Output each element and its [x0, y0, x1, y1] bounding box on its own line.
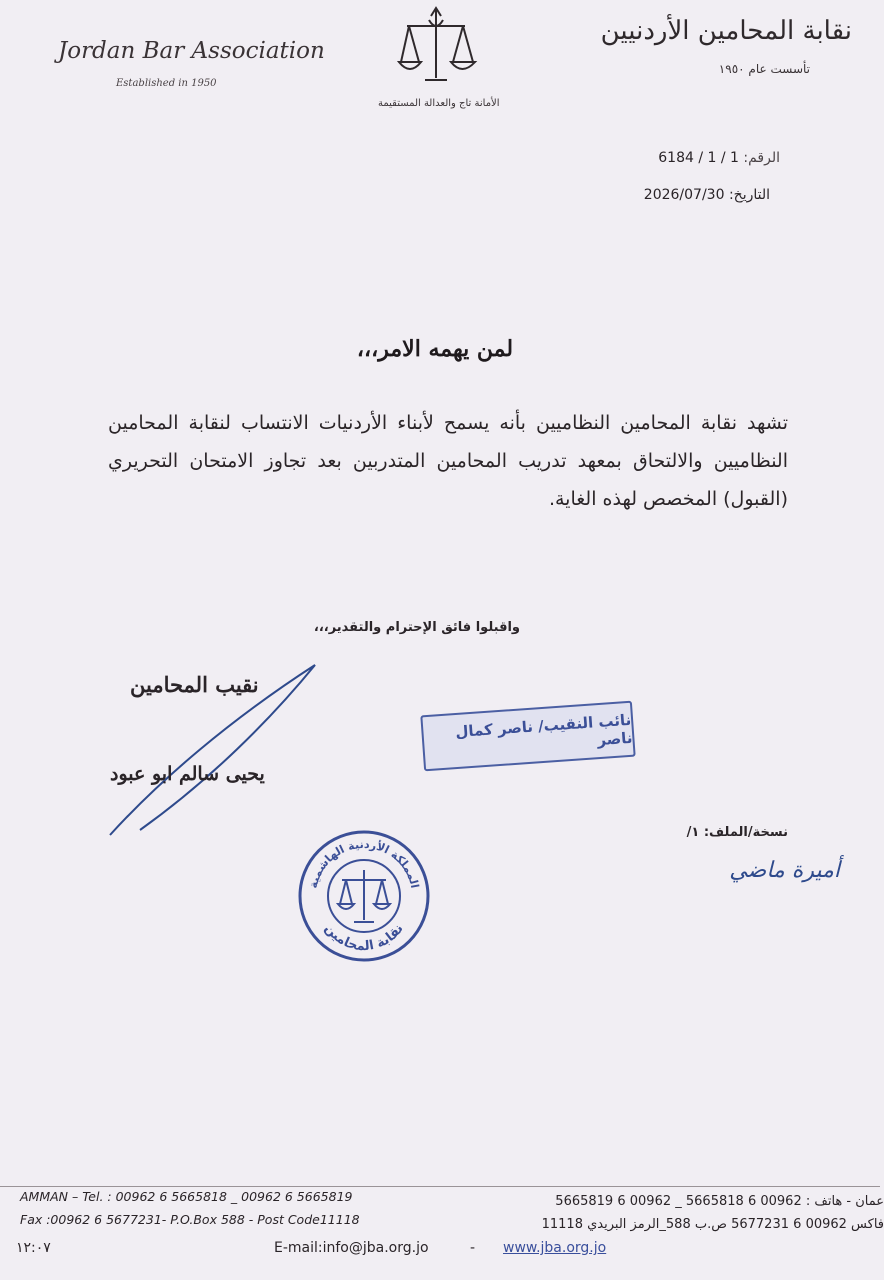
letterhead-arabic-name: نقابة المحامين الأردنيين [600, 16, 852, 46]
svg-text:نقابة المحامين [321, 921, 406, 954]
signatory-title: نقيب المحامين [130, 672, 259, 697]
footer-separator: - [470, 1240, 476, 1256]
reference-date-label: التاريخ: [728, 187, 770, 203]
footer-ar-fax: فاكس 00962 6 5677231 ص.ب 588_الرمز البريدي 11118 [541, 1217, 884, 1232]
signatory-name: يحيى سالم ابو عبود [110, 763, 265, 785]
reference-date-value: 2026/07/30 [643, 187, 725, 203]
deputy-stamp: نائب النقيب/ ناصر كمال ناصر [420, 701, 635, 772]
salutation: لمن يهمه الامر،،، [356, 336, 514, 362]
reference-number-value: 6184 / 1 / 1 [658, 150, 739, 166]
footer-en-fax: Fax :00962 6 5677231- P.O.Box 588 - Post Code11118 [20, 1212, 360, 1227]
letterhead-arabic-established: تأسست عام ١٩٥٠ [718, 62, 810, 76]
letterhead-english-established: Established in 1950 [116, 78, 217, 89]
seal-outer-text: المملكة الأردنية الهاشمية [306, 837, 422, 890]
scales-of-justice-icon [395, 6, 477, 86]
letterhead-motto: الأمانة تاج والعدالة المستقيمة [378, 98, 500, 109]
footer-email: E-mail:info@jba.org.jo [274, 1240, 429, 1256]
reference-date [644, 187, 770, 203]
footer-en-phone: AMMAN – Tel. : 00962 6 5665818 _ 00962 6 5665819 [20, 1189, 353, 1204]
file-copy-signature: أميرة ماضي [729, 858, 840, 883]
file-copy-label: نسخة/الملف: ١/ [686, 825, 788, 840]
closing-line: واقبلوا فائق الإحترام والتقدير،،، [313, 620, 520, 635]
association-seal-icon [296, 828, 432, 964]
seal-inner-text: نقابة المحامين [321, 921, 407, 955]
letterhead-english-name: Jordan Bar Association [58, 38, 325, 64]
footer-form-code: ١٢:٠٧ [16, 1240, 51, 1256]
footer-website-link[interactable]: www.jba.org.jo [503, 1240, 607, 1256]
footer-ar-phone: عمان - هاتف : 00962 6 5665818 _ 00962 6 5665819 [555, 1194, 884, 1209]
reference-number [658, 150, 780, 166]
footer-divider [0, 1186, 880, 1187]
letter-body: تشهد نقابة المحامين النظاميين بأنه يسمح لأبناء الأردنيات الانتساب لنقابة المحامين النظاميين والالتحاق بمعهد تدريب المحامين المتدربين بعد تجاوز الامتحان التحريري (القبول) المخصص لهذه الغاية. [108, 412, 788, 510]
reference-number-label: الرقم: [743, 150, 780, 166]
